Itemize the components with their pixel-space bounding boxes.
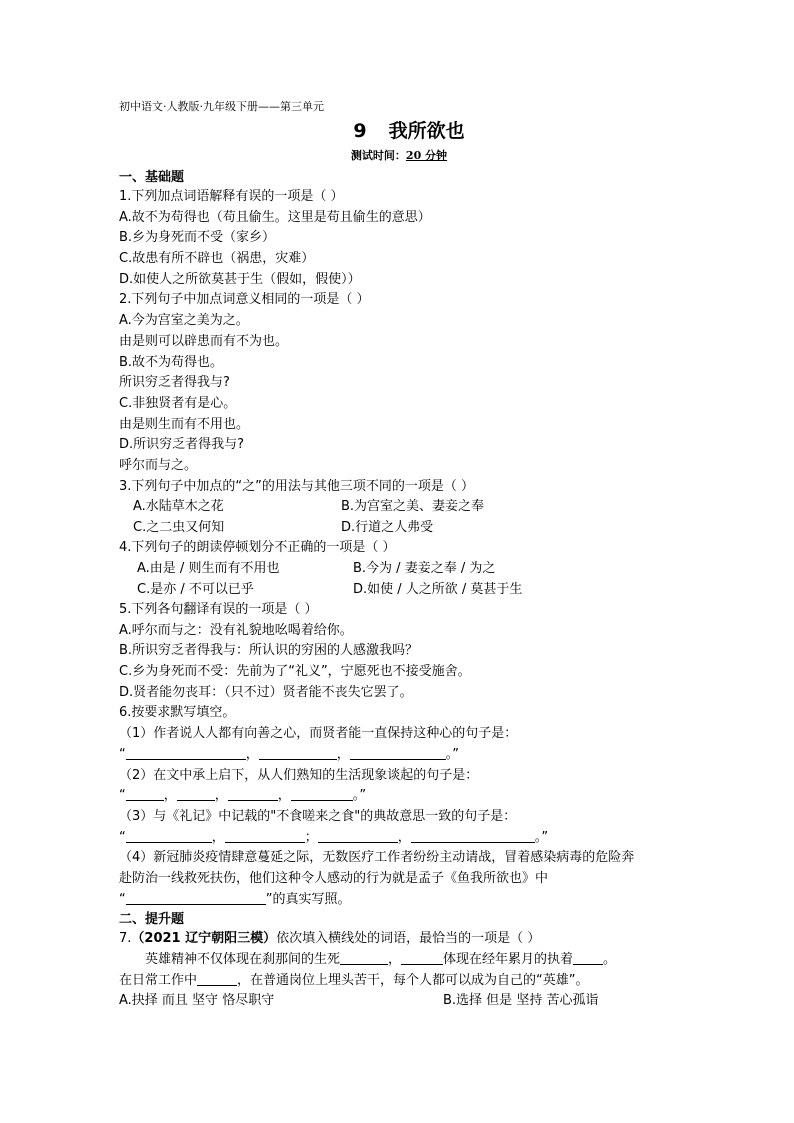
q7-option-a: A.抉择 而且 坚守 恪尽职守 [119,993,275,1009]
q1-option-a: A.故不为苟得也（苟且偷生。这里是苟且偷生的意思） [119,209,431,225]
q6-part4-line3 [119,890,679,911]
comma: ， [336,746,350,762]
fill-blank[interactable] [228,786,278,801]
q2-option-b-line1: B.故不为苟得也。 [119,354,224,370]
open-quote: “ [119,829,126,845]
comma: ， [214,788,228,804]
q3-option-c: C.之二虫又何知 [133,519,225,535]
comma: ， [211,829,225,845]
document-content [119,98,679,1012]
lesson-title [139,118,679,148]
q7-text: 在日常工作中 [119,972,198,988]
comma: ， [245,746,259,762]
fill-blank[interactable] [259,745,337,760]
q1-option-b: B.乡为身死而不受（家乡） [119,230,276,246]
q3-option-d: D.行道之人弗受 [341,519,434,535]
q6-part2: （2）在文中承上启下，从人们熟知的生活现象谈起的句子是： [119,767,479,783]
comma: ， [397,829,411,845]
q7-options-row [119,991,679,1012]
lesson-number: 9 [353,120,367,142]
test-time [119,148,679,168]
q6-part1-blanks [119,745,679,766]
q1-option-d: D.如使人之所欲莫甚于生（假如，假使）） [119,271,361,287]
q7-stem [119,929,679,950]
fill-blank[interactable] [197,971,237,986]
q7-option-b: B.选择 但是 坚持 苦心孤诣 [443,993,599,1009]
q4-option-a: A.由是 / 则生而有不用也 [137,561,280,576]
q3-stem: 3.下列句子中加点的“之”的用法与其他三项不同的一项是（ ） [119,478,475,494]
fill-blank[interactable] [177,786,215,801]
q7-number: 7. [119,931,132,947]
q2-option-a-line1: A.今为宫室之美为之。 [119,313,249,329]
period: 。 [534,829,542,845]
q4-stem: 4.下列句子的朗读停顿划分不正确的一项是（ ） [119,540,396,556]
q7-passage-line2 [119,971,679,992]
q2-option-d-line1: D.所识穷乏者得我与? [119,437,245,453]
q7-text: 。 [603,952,617,967]
open-quote: “ [119,891,126,907]
fill-blank[interactable] [401,950,443,965]
section-heading-advanced: 二、提升题 [119,912,185,928]
fill-blank[interactable] [291,786,353,801]
q5-option-c: C.乡为身死而不受：先前为了“礼义”，宁愿死也不接受施舍。 [119,664,471,680]
q7-passage-line1 [119,950,679,971]
q6-stem: 6.按要求默写填空。 [119,705,236,721]
fill-blank[interactable] [340,950,388,965]
semicolon: ； [304,829,318,845]
q3-options-row2 [119,518,679,539]
fill-blank[interactable] [350,745,446,760]
fill-blank[interactable] [411,828,535,843]
q4-option-d: D.如使 / 人之所欲 / 莫甚于生 [353,581,523,597]
q6-part4-line1: （4）新冠肺炎疫情肆意蔓延之际，无数医疗工作者纷纷主动请战，冒着感染病毒的危险奔 [119,850,635,866]
lesson-title-text: 我所欲也 [388,120,465,142]
comma: ， [277,788,291,804]
page-header: 初中语文·人教版·九年级下册——第三单元 [119,100,324,113]
q6-part4-ending: ”的真实写照。 [265,891,351,907]
fill-blank[interactable] [225,828,305,843]
q3-option-a: A.水陆草木之花 [133,499,224,515]
q5-option-b: B.所识穷乏者得我与：所认识的穷困的人感激我吗？ [119,643,419,659]
q4-options-row2 [119,580,679,601]
close-quote: ” [452,746,460,762]
q2-option-b-line2: 所识穷乏者得我与? [119,375,230,391]
q2-option-c-line2: 由是则生而有不用也。 [119,416,250,432]
test-time-value: 20 分钟 [405,149,448,162]
q7-source: （2021 辽宁朝阳三模） [131,931,277,947]
fill-blank[interactable] [318,828,398,843]
q6-part2-blanks [119,786,679,807]
q7-text: 体现在经年累月的执着 [443,952,574,967]
fill-blank[interactable] [126,890,266,905]
q3-options-row1 [119,497,679,518]
q6-part4-line2: 赴防治一线救死扶伤，他们这种令人感动的行为就是孟子《鱼我所欲也》中 [119,870,549,886]
q5-option-d: D.贤者能勿丧耳：（只不过）贤者能不丧失它罢了。 [119,684,413,700]
q1-option-c: C.故患有所不辟也（祸患，灾难） [119,251,315,267]
fill-blank[interactable] [126,786,164,801]
comma: ， [163,788,177,804]
q7-text: ，在普通岗位上埋头苦干，每个人都可以成为自己的“英雄”。 [237,972,589,988]
q3-option-b: B.为宫室之美、妻妾之奉 [341,499,485,515]
close-quote: ” [541,829,549,845]
fill-blank[interactable] [126,828,212,843]
q5-option-a: A.呼尔而与之：没有礼貌地吆喝着给你。 [119,622,353,638]
test-time-label: 测试时间： [350,149,406,162]
q6-part3: （3）与《礼记》中记载的"不食嗟来之食"的典故意思一致的句子是： [119,808,517,824]
q6-part3-blanks [119,828,679,849]
period: 。 [352,788,360,804]
q7-stem-text: 依次填入横线处的词语，最恰当的一项是（ ） [276,931,541,947]
period: 。 [445,746,453,762]
close-quote: ” [359,788,367,804]
q6-part1: （1）作者说人人都有向善之心，而贤者能一直保持这种心的句子是： [119,726,518,742]
q5-stem: 5.下列各句翻译有误的一项是（ ） [119,602,318,617]
q2-option-a-line2: 由是则可以辟患而有不为也。 [119,333,289,349]
q4-option-b: B.今为 / 妻妾之奉 / 为之 [353,561,496,576]
fill-blank[interactable] [573,950,603,965]
q7-text: 英雄精神不仅体现在刹那间的生死 [145,952,341,967]
q4-options-row1 [119,559,679,580]
q2-option-c-line1: C.非独贤者有是心。 [119,395,237,411]
fill-blank[interactable] [126,745,246,760]
section-heading-basic: 一、基础题 [119,170,185,185]
open-quote: “ [119,746,126,762]
q1-stem: 1.下列加点词语解释有误的一项是（ ） [119,189,344,204]
q7-text: ， [388,952,402,967]
q4-option-c: C.是亦 / 不可以已乎 [137,581,254,597]
open-quote: “ [119,788,126,804]
q2-stem: 2.下列句子中加点词意义相同的一项是（ ） [119,292,370,308]
q2-option-d-line2: 呼尔而与之。 [119,457,198,473]
